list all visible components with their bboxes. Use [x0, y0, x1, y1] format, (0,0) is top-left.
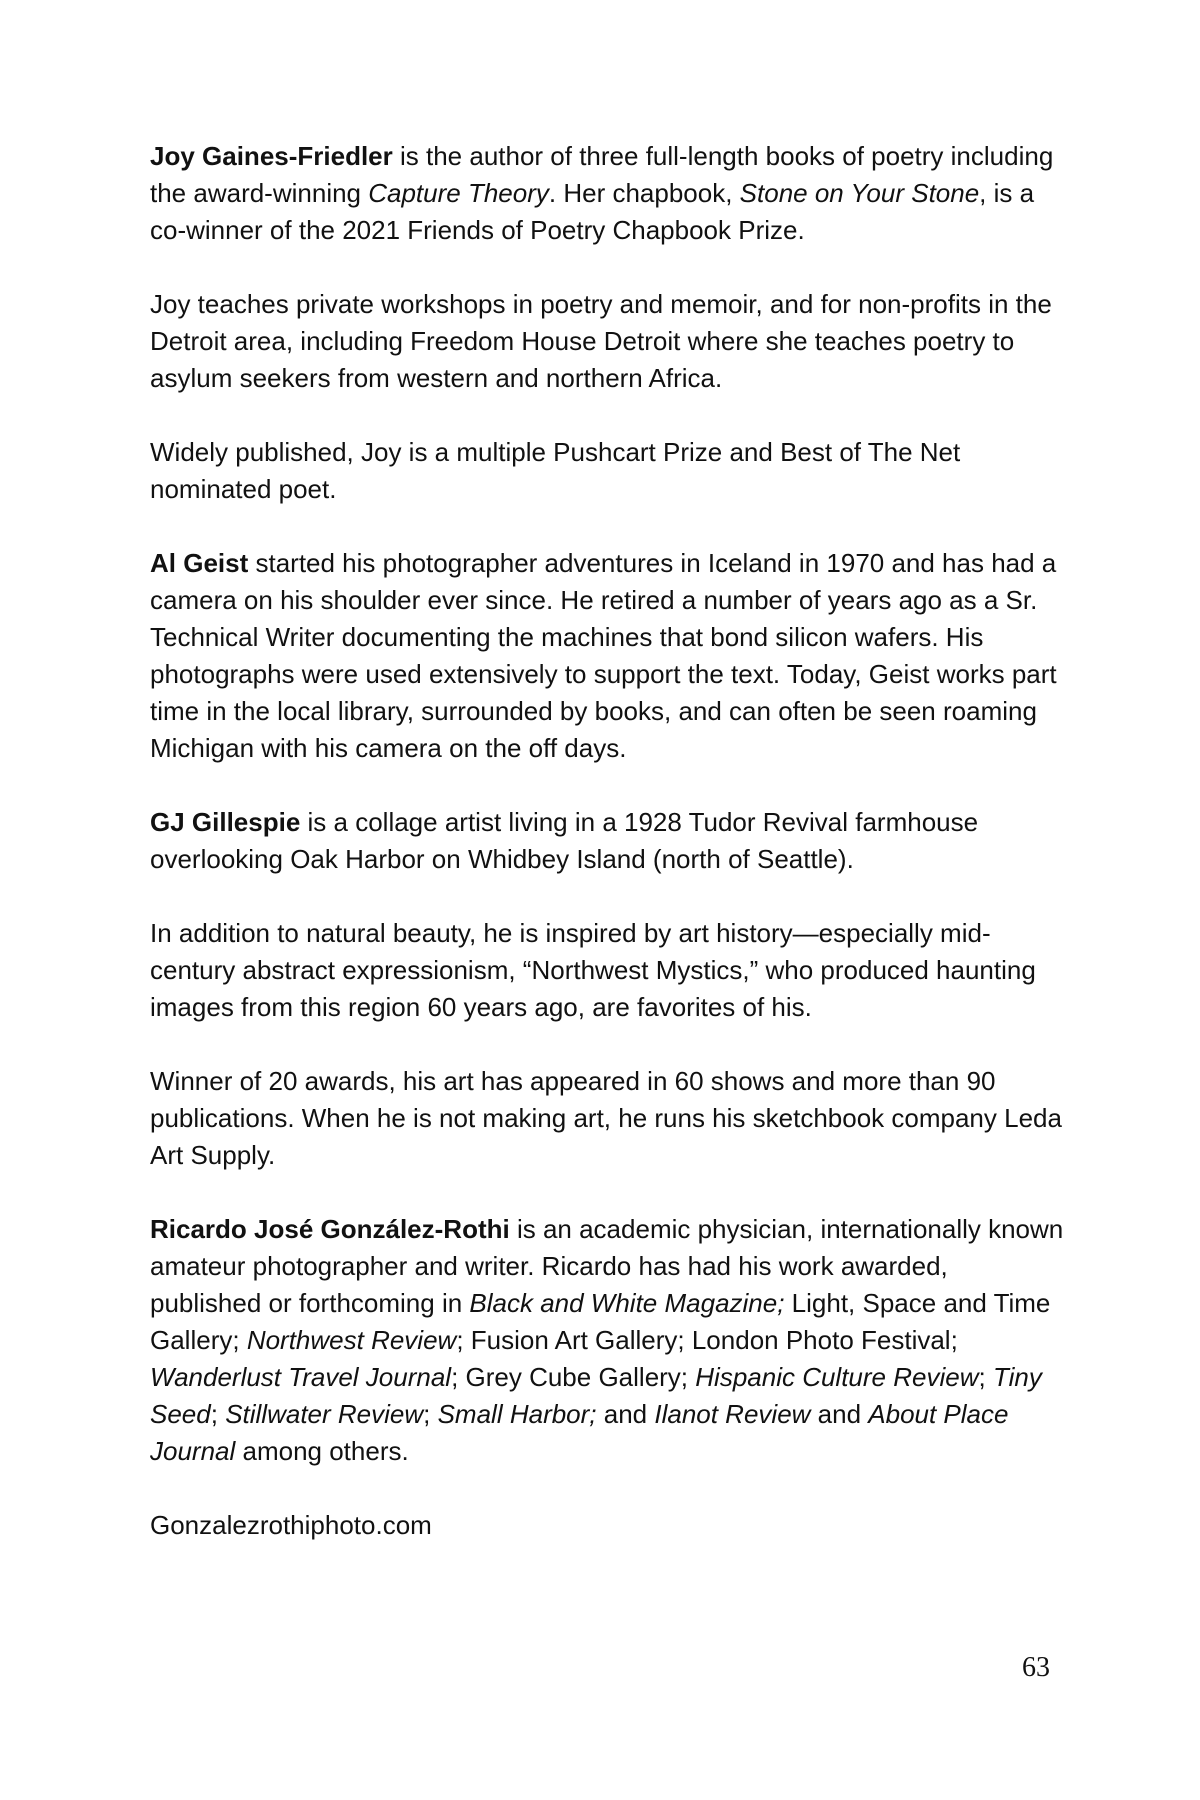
publication-title: Northwest Review [246, 1325, 457, 1355]
publication-title: Tiny Seed [150, 1362, 1042, 1429]
publication-title: Stillwater Review [225, 1399, 424, 1429]
bio-text: ; Grey Cube Gallery; [451, 1362, 696, 1392]
bio-text: ; [423, 1399, 438, 1429]
bio-text: ; Fusion Art Gallery; London Photo Festival; [456, 1325, 958, 1355]
page-number: 63 [1022, 1652, 1050, 1683]
publication-title: Hispanic Culture Review [695, 1362, 979, 1392]
bio-paragraph [150, 138, 1065, 249]
bio-text: Light, Space and Time Gallery; [150, 1288, 1051, 1355]
book-title: Stone on Your Stone [739, 178, 980, 208]
bio-text: ; [210, 1399, 226, 1429]
bio-text: and [810, 1399, 869, 1429]
bio-name: Ricardo José González-Rothi [150, 1214, 510, 1244]
bio-name: GJ Gillespie [150, 807, 301, 837]
publication-title: About Place Journal [150, 1399, 1009, 1466]
bio-text: , is a co-winner of the 2021 Friends of Poetry Chapbook Prize. [150, 178, 1035, 245]
bio-paragraph [150, 1211, 1065, 1470]
publication-title: Small Harbor; [437, 1399, 597, 1429]
bio-paragraph [150, 545, 1065, 767]
bio-text: is a collage artist living in a 1928 Tudor Revival farmhouse overlooking Oak Harbor on Whidbey Island (north of Seattle). [150, 807, 979, 874]
book-title: Capture Theory [368, 178, 549, 208]
bio-text: and [596, 1399, 655, 1429]
bio-text: is an academic physician, internationally known amateur photographer and writer. Ricardo has had his work awarded, published or forthcoming in [150, 1214, 1064, 1318]
bio-text: . Her chapbook, [548, 178, 740, 208]
website-text: Gonzalezrothiphoto.com [150, 1510, 432, 1540]
bio-paragraph: In addition to natural beauty, he is inspired by art history—especially mid-century abstract expressionism, “Northwest Mystics,” who produced haunting images from this region 60 years ago, are favorites of his. [150, 918, 1036, 1022]
bio-text: among others. [235, 1436, 409, 1466]
bio-paragraph [150, 804, 1065, 878]
publication-title: Black and White Magazine; [469, 1288, 785, 1318]
bio-text: is the author of three full-length books of poetry including the award-winning [150, 141, 1054, 208]
bio-text: ; [978, 1362, 993, 1392]
bio-name: Joy Gaines-Friedler [150, 141, 393, 171]
page-content [150, 138, 1065, 1544]
bio-paragraph: Joy teaches private workshops in poetry and memoir, and for non-profits in the Detroit area, including Freedom House Detroit where she teaches poetry to asylum seekers from western and northern Africa. [150, 289, 1052, 393]
publication-title: Ilanot Review [654, 1399, 811, 1429]
bio-name: Al Geist [150, 548, 249, 578]
bio-text: started his photographer adventures in Iceland in 1970 and has had a camera on his shoulder ever since. He retired a number of years ago as a Sr. Technical Writer documenting the machines that bond silicon wafers. His photographs were used extensively to support the text. Today, Geist works part time in the local library, surrounded by books, and can often be seen roaming Michigan with his camera on the off days. [150, 548, 1057, 763]
publication-title: Wanderlust Travel Journal [150, 1362, 452, 1392]
bio-paragraph: Winner of 20 awards, his art has appeared in 60 shows and more than 90 publications. When he is not making art, he runs his sketchbook company Leda Art Supply. [150, 1066, 1062, 1170]
bio-paragraph: Widely published, Joy is a multiple Pushcart Prize and Best of The Net nominated poet. [150, 437, 961, 504]
